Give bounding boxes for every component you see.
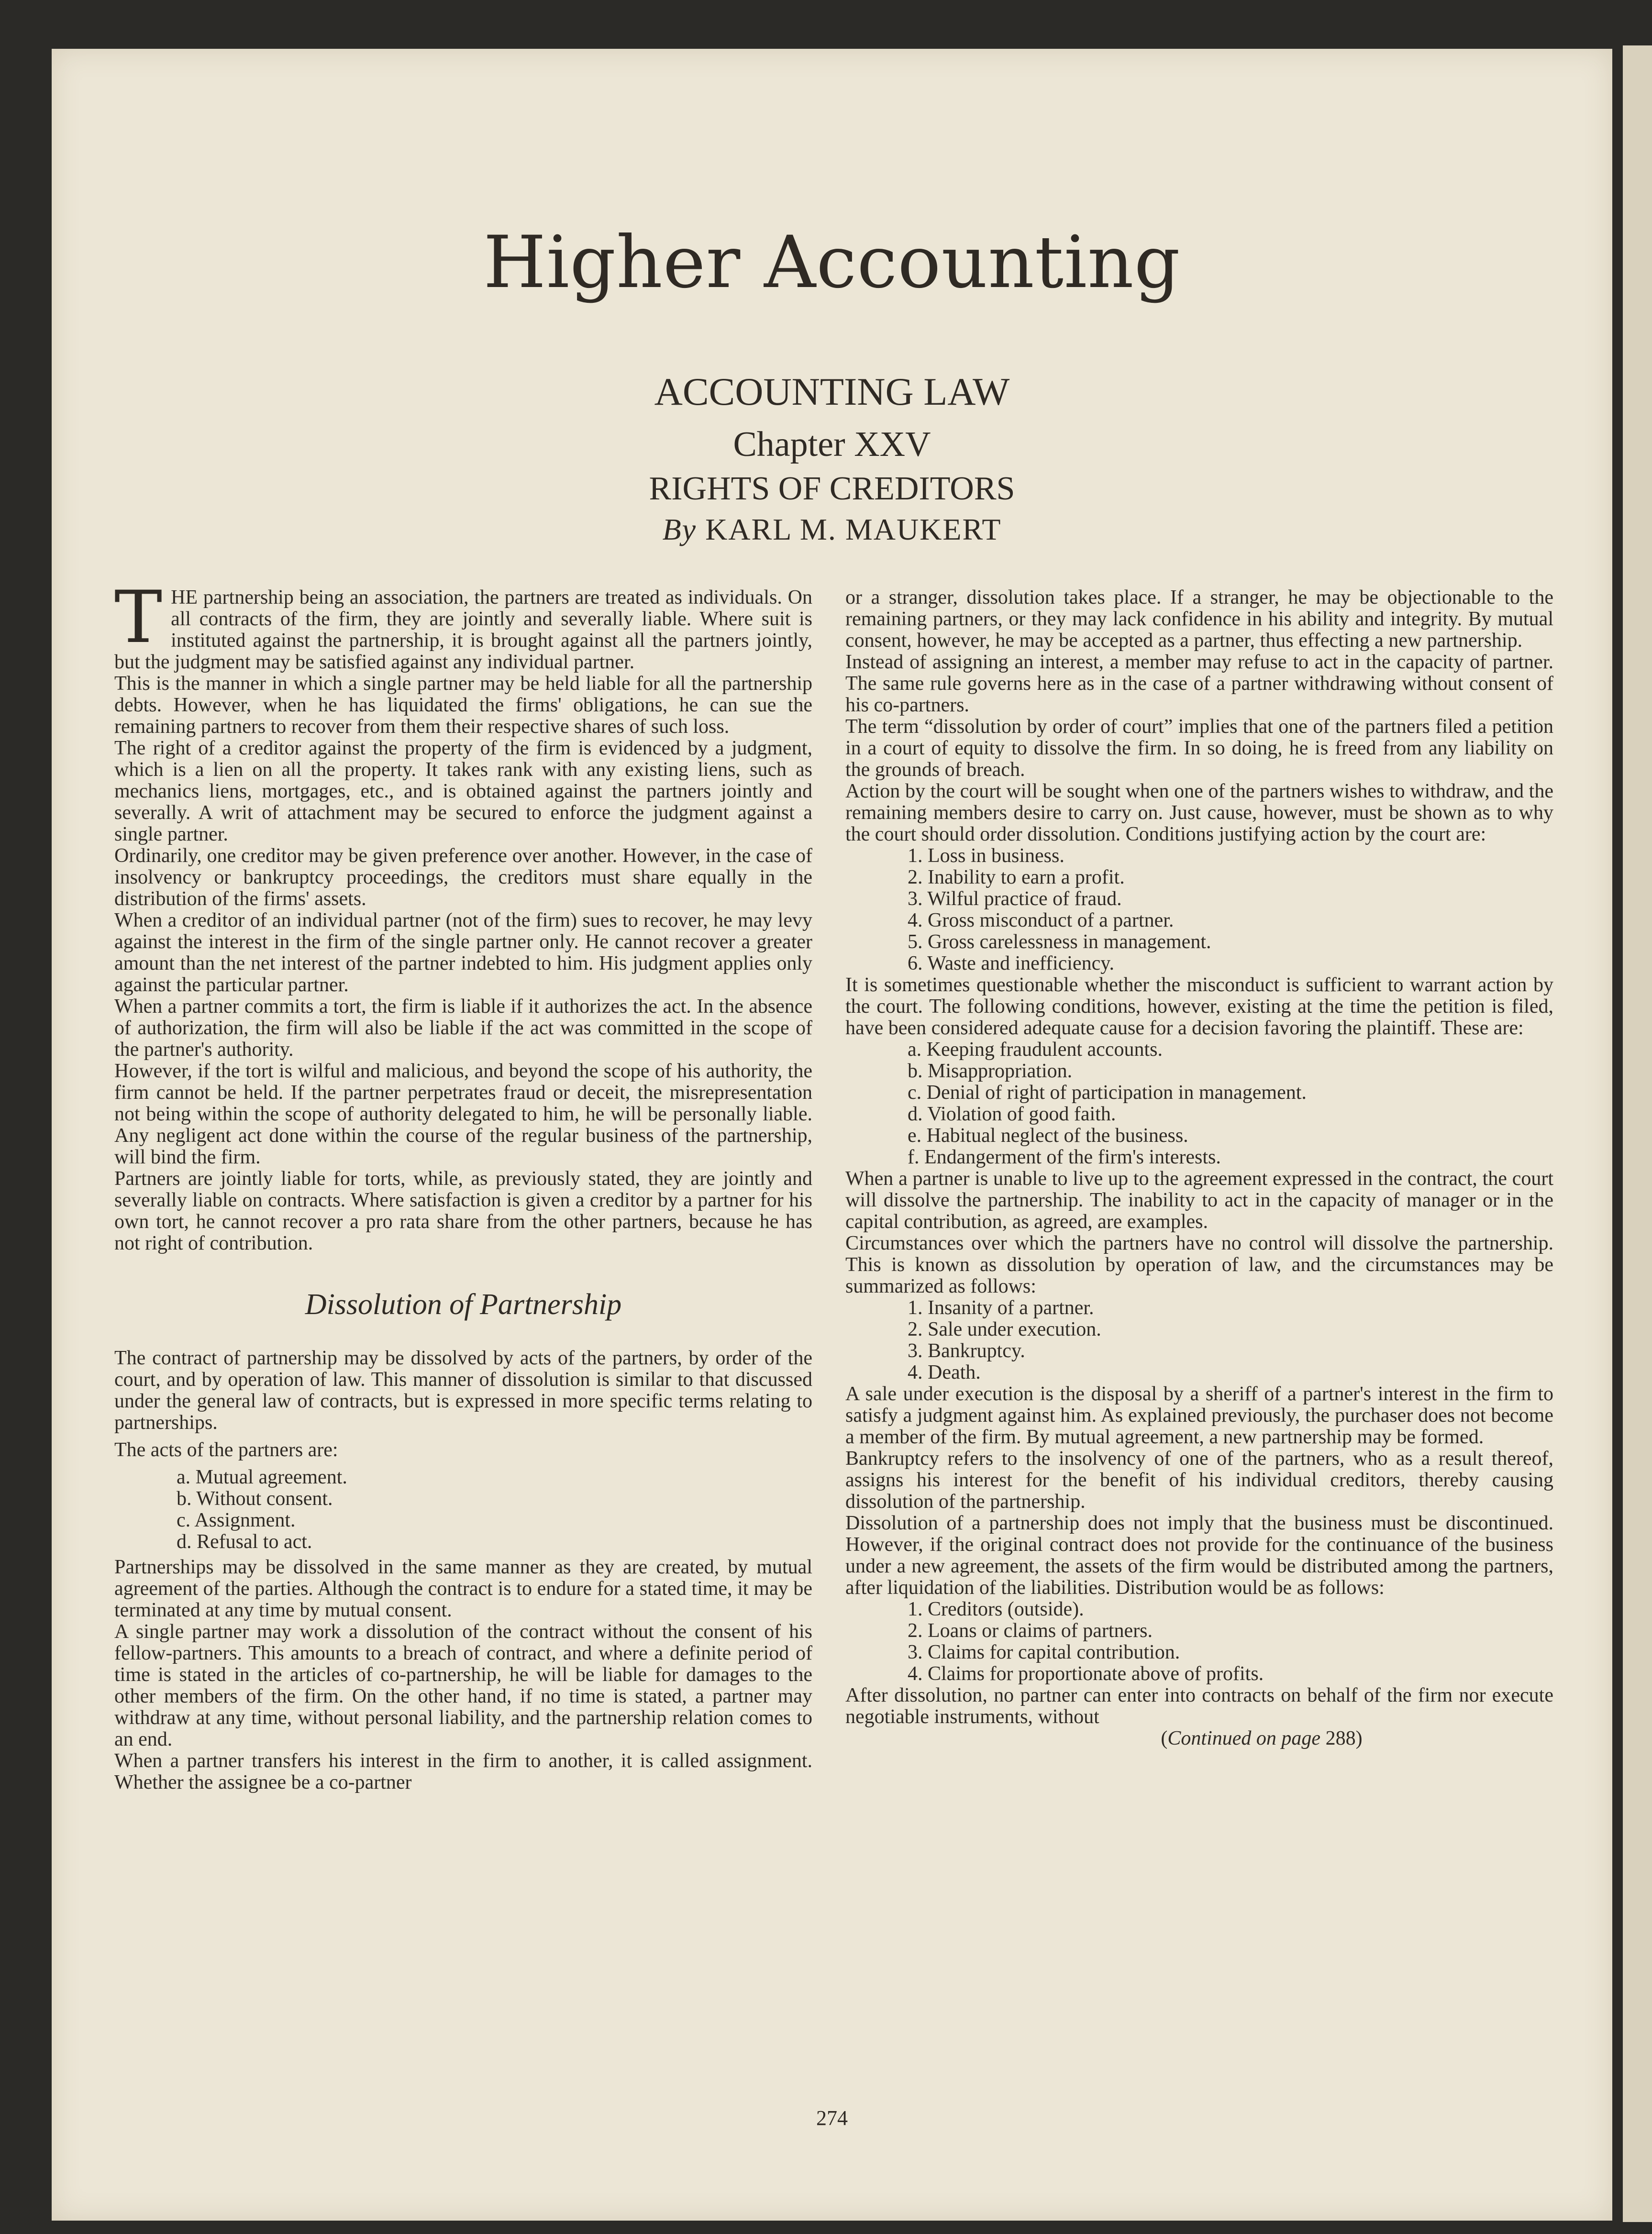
list-item: 2. Loans or claims of partners. [908, 1620, 1153, 1642]
right-column [845, 587, 1553, 1749]
paragraph: Ordinarily, one creditor may be given preference over another. However, in the case of insolvency or bankruptcy proceedings, the creditors must share equally in the distribution of the firms' assets. [114, 845, 812, 910]
paragraph: After dissolution, no partner can enter into contracts on behalf of the firm nor execute negotiable instruments, without [845, 1684, 1553, 1728]
chapter-heading: Chapter XXV [733, 425, 931, 464]
paragraph: When a partner is unable to live up to the agreement expressed in the contract, the court will dissolve the partnership. The inability to act in the capacity of manager or in the capital contribution, as agreed, are examples. [845, 1168, 1553, 1233]
paragraph: It is sometimes questionable whether the misconduct is sufficient to warrant action by the court. The following conditions, however, existing at the time the petition is filed, have been considered adequate cause for a decision favoring the plaintiff. These are: [845, 974, 1553, 1039]
section-title: ACCOUNTING LAW [654, 370, 1010, 413]
paragraph: The right of a creditor against the property of the firm is evidenced by a judgment, which is a lien on all the property. It takes rank with any existing liens, such as mechanics liens, mortgages, etc., and is obtained against the partners jointly and severally. A writ of attachment may be secured to enforce the judgment against a single partner. [114, 737, 812, 845]
list-item: b. Without consent. [177, 1488, 333, 1510]
list-item: 1. Loss in business. [908, 845, 1064, 867]
paragraph: However, if the tort is wilful and malicious, and beyond the scope of his authority, the firm cannot be held. If the partner perpetrates fraud or deceit, the misrepresentation not being within the scope of authority delegated to him, he will be personally liable. Any negligent act done within the course of the regular business of the partnership, will bind the firm. [114, 1060, 812, 1168]
list-item: a. Mutual agreement. [177, 1466, 347, 1488]
paragraph: When a partner transfers his interest in the firm to another, it is called assignment. Whether the assignee be a co-partner [114, 1750, 812, 1793]
paragraph: A single partner may work a dissolution of the contract without the consent of his fellow-partners. This amounts to a breach of contract, and where a definite period of time is stated in the articles of co-partnership, he will be liable for damages to the other members of the firm. On the other hand, if no time is stated, a partner may withdraw at any time, without personal liability, and the partnership relation comes to an end. [114, 1621, 812, 1750]
list-item: 3. Bankruptcy. [908, 1340, 1025, 1362]
paragraph: Bankruptcy refers to the insolvency of one of the partners, who as a result thereof, assigns his interest for the benefit of his individual creditors, thereby causing dissolution of the partnership. [845, 1448, 1553, 1513]
list-item: c. Denial of right of participation in management. [908, 1082, 1307, 1104]
court-conditions-list [845, 845, 1553, 974]
subheading: Dissolution of Partnership [305, 1288, 622, 1321]
list-item: 2. Inability to earn a profit. [908, 866, 1125, 888]
list-item: 5. Gross carelessness in management. [908, 931, 1211, 953]
list-item: f. Endangerment of the firm's interests. [908, 1146, 1221, 1168]
author-name: KARL M. MAUKERT [705, 512, 1002, 546]
paragraph: THE partnership being an association, the partners are treated as individuals. On all contracts of the firm, they are jointly and severally liable. Where suit is instituted against the partnership, it is brought against all the partners jointly, but the judgment may be satisfied against any individual partner. [114, 576, 812, 673]
page-number: 274 [816, 2106, 848, 2130]
paragraph: The acts of the partners are: [114, 1439, 338, 1461]
acts-list [114, 1467, 812, 1553]
list-item: 1. Insanity of a partner. [908, 1297, 1094, 1319]
paragraph: Partners are jointly liable for torts, while, as previously stated, they are jointly and severally liable on contracts. Where satisfaction is given a creditor by a partner for his own tort, he cannot recover a pro rata share from the other partners, because he has not right of contribution. [114, 1168, 812, 1254]
paragraph: Partnerships may be dissolved in the same manner as they are created, by mutual agreement of the parties. Although the contract is to endure for a stated time, it may be terminated at any time by mutual consent. [114, 1556, 812, 1621]
paragraph: Instead of assigning an interest, a member may refuse to act in the capacity of partner. The same rule governs here as in the case of a partner withdrawing without consent of his co-partners. [845, 651, 1553, 716]
list-item: d. Refusal to act. [177, 1531, 312, 1553]
continued-page: 288 [1325, 1727, 1356, 1749]
list-item: 3. Wilful practice of fraud. [908, 888, 1122, 910]
paragraph: Action by the court will be sought when one of the partners wishes to withdraw, and the remaining members desire to carry on. Just cause, however, must be shown as to why the court should order dissolution. Conditions justifying action by the court are: [845, 780, 1553, 845]
paragraph: The contract of partnership may be dissolved by acts of the partners, by order of the court, and by operation of law. This manner of dissolution is similar to that discussed under the general law of contracts, but is expressed in more specific terms relating to partnerships. [114, 1347, 812, 1434]
paragraph: When a creditor of an individual partner (not of the firm) sues to recover, he may levy against the interest in the firm of the single partner only. He cannot recover a greater amount than the net interest of the partner indebted to him. His judgment applies only against the particular partner. [114, 909, 812, 996]
list-item: a. Keeping fraudulent accounts. [908, 1039, 1163, 1061]
list-item: 4. Claims for proportionate above of profits. [908, 1663, 1264, 1685]
paragraph: This is the manner in which a single partner may be held liable for all the partnership debts. However, when he has liquidated the firms' obligations, he can sue the remaining partners to recover from them their respective shares of such loss. [114, 673, 812, 738]
list-item: 3. Claims for capital contribution. [908, 1641, 1180, 1663]
circumstances-list [845, 1297, 1553, 1383]
byline [52, 512, 1612, 547]
list-item: 6. Waste and inefficiency. [908, 952, 1115, 974]
list-item: 4. Gross misconduct of a partner. [908, 909, 1174, 931]
list-item: b. Misappropriation. [908, 1060, 1073, 1082]
paragraph: or a stranger, dissolution takes place. If a stranger, he may be objectionable to the remaining partners, or they may lack confidence in his ability and integrity. By mutual consent, however, he may be accepted as a partner, thus effecting a new partnership. [845, 586, 1553, 652]
paragraph: The term “dissolution by order of court” implies that one of the partners filed a petition in a court of equity to dissolve the firm. In so doing, he is freed from any liability on the grounds of breach. [845, 716, 1553, 781]
list-item: e. Habitual neglect of the business. [908, 1125, 1188, 1147]
byline-prefix: By [662, 512, 697, 546]
list-item: 1. Creditors (outside). [908, 1598, 1084, 1620]
paragraph: When a partner commits a tort, the firm is liable if it authorizes the act. In the absence of authorization, the firm will also be liable if the act was committed in the scope of the partner's authority. [114, 995, 812, 1061]
main-title: Higher Accounting [483, 221, 1181, 304]
paragraph: A sale under execution is the disposal by a sheriff of a partner's interest in the firm to satisfy a judgment against him. As explained previously, the purchaser does not become a member of the firm. By mutual agreement, a new partnership may be formed. [845, 1383, 1553, 1448]
distribution-list [845, 1599, 1553, 1685]
continued-text: Continued on page [1167, 1727, 1321, 1749]
article-subtitle: RIGHTS OF CREDITORS [649, 470, 1015, 507]
misconduct-list [845, 1039, 1553, 1168]
magazine-page [52, 49, 1612, 2221]
left-column [114, 576, 812, 1793]
paragraph: Circumstances over which the partners have no control will dissolve the partnership. This is known as dissolution by operation of law, and the circumstances may be summarized as follows: [845, 1232, 1553, 1297]
list-item: 2. Sale under execution. [908, 1318, 1101, 1340]
adjacent-page-edge [1623, 45, 1652, 2222]
list-item: d. Violation of good faith. [908, 1103, 1116, 1125]
drop-cap: T [114, 576, 163, 659]
list-item: c. Assignment. [177, 1509, 296, 1531]
list-item: 4. Death. [908, 1361, 981, 1383]
paragraph: Dissolution of a partnership does not imply that the business must be discontinued. However, if the original contract does not provide for the continuance of the business under a new agreement, the assets of the firm would be distributed among the partners, after liquidation of the liabilities. Distribution would be as follows: [845, 1512, 1553, 1599]
continued-note: (Continued on page 288) [1161, 1727, 1363, 1749]
